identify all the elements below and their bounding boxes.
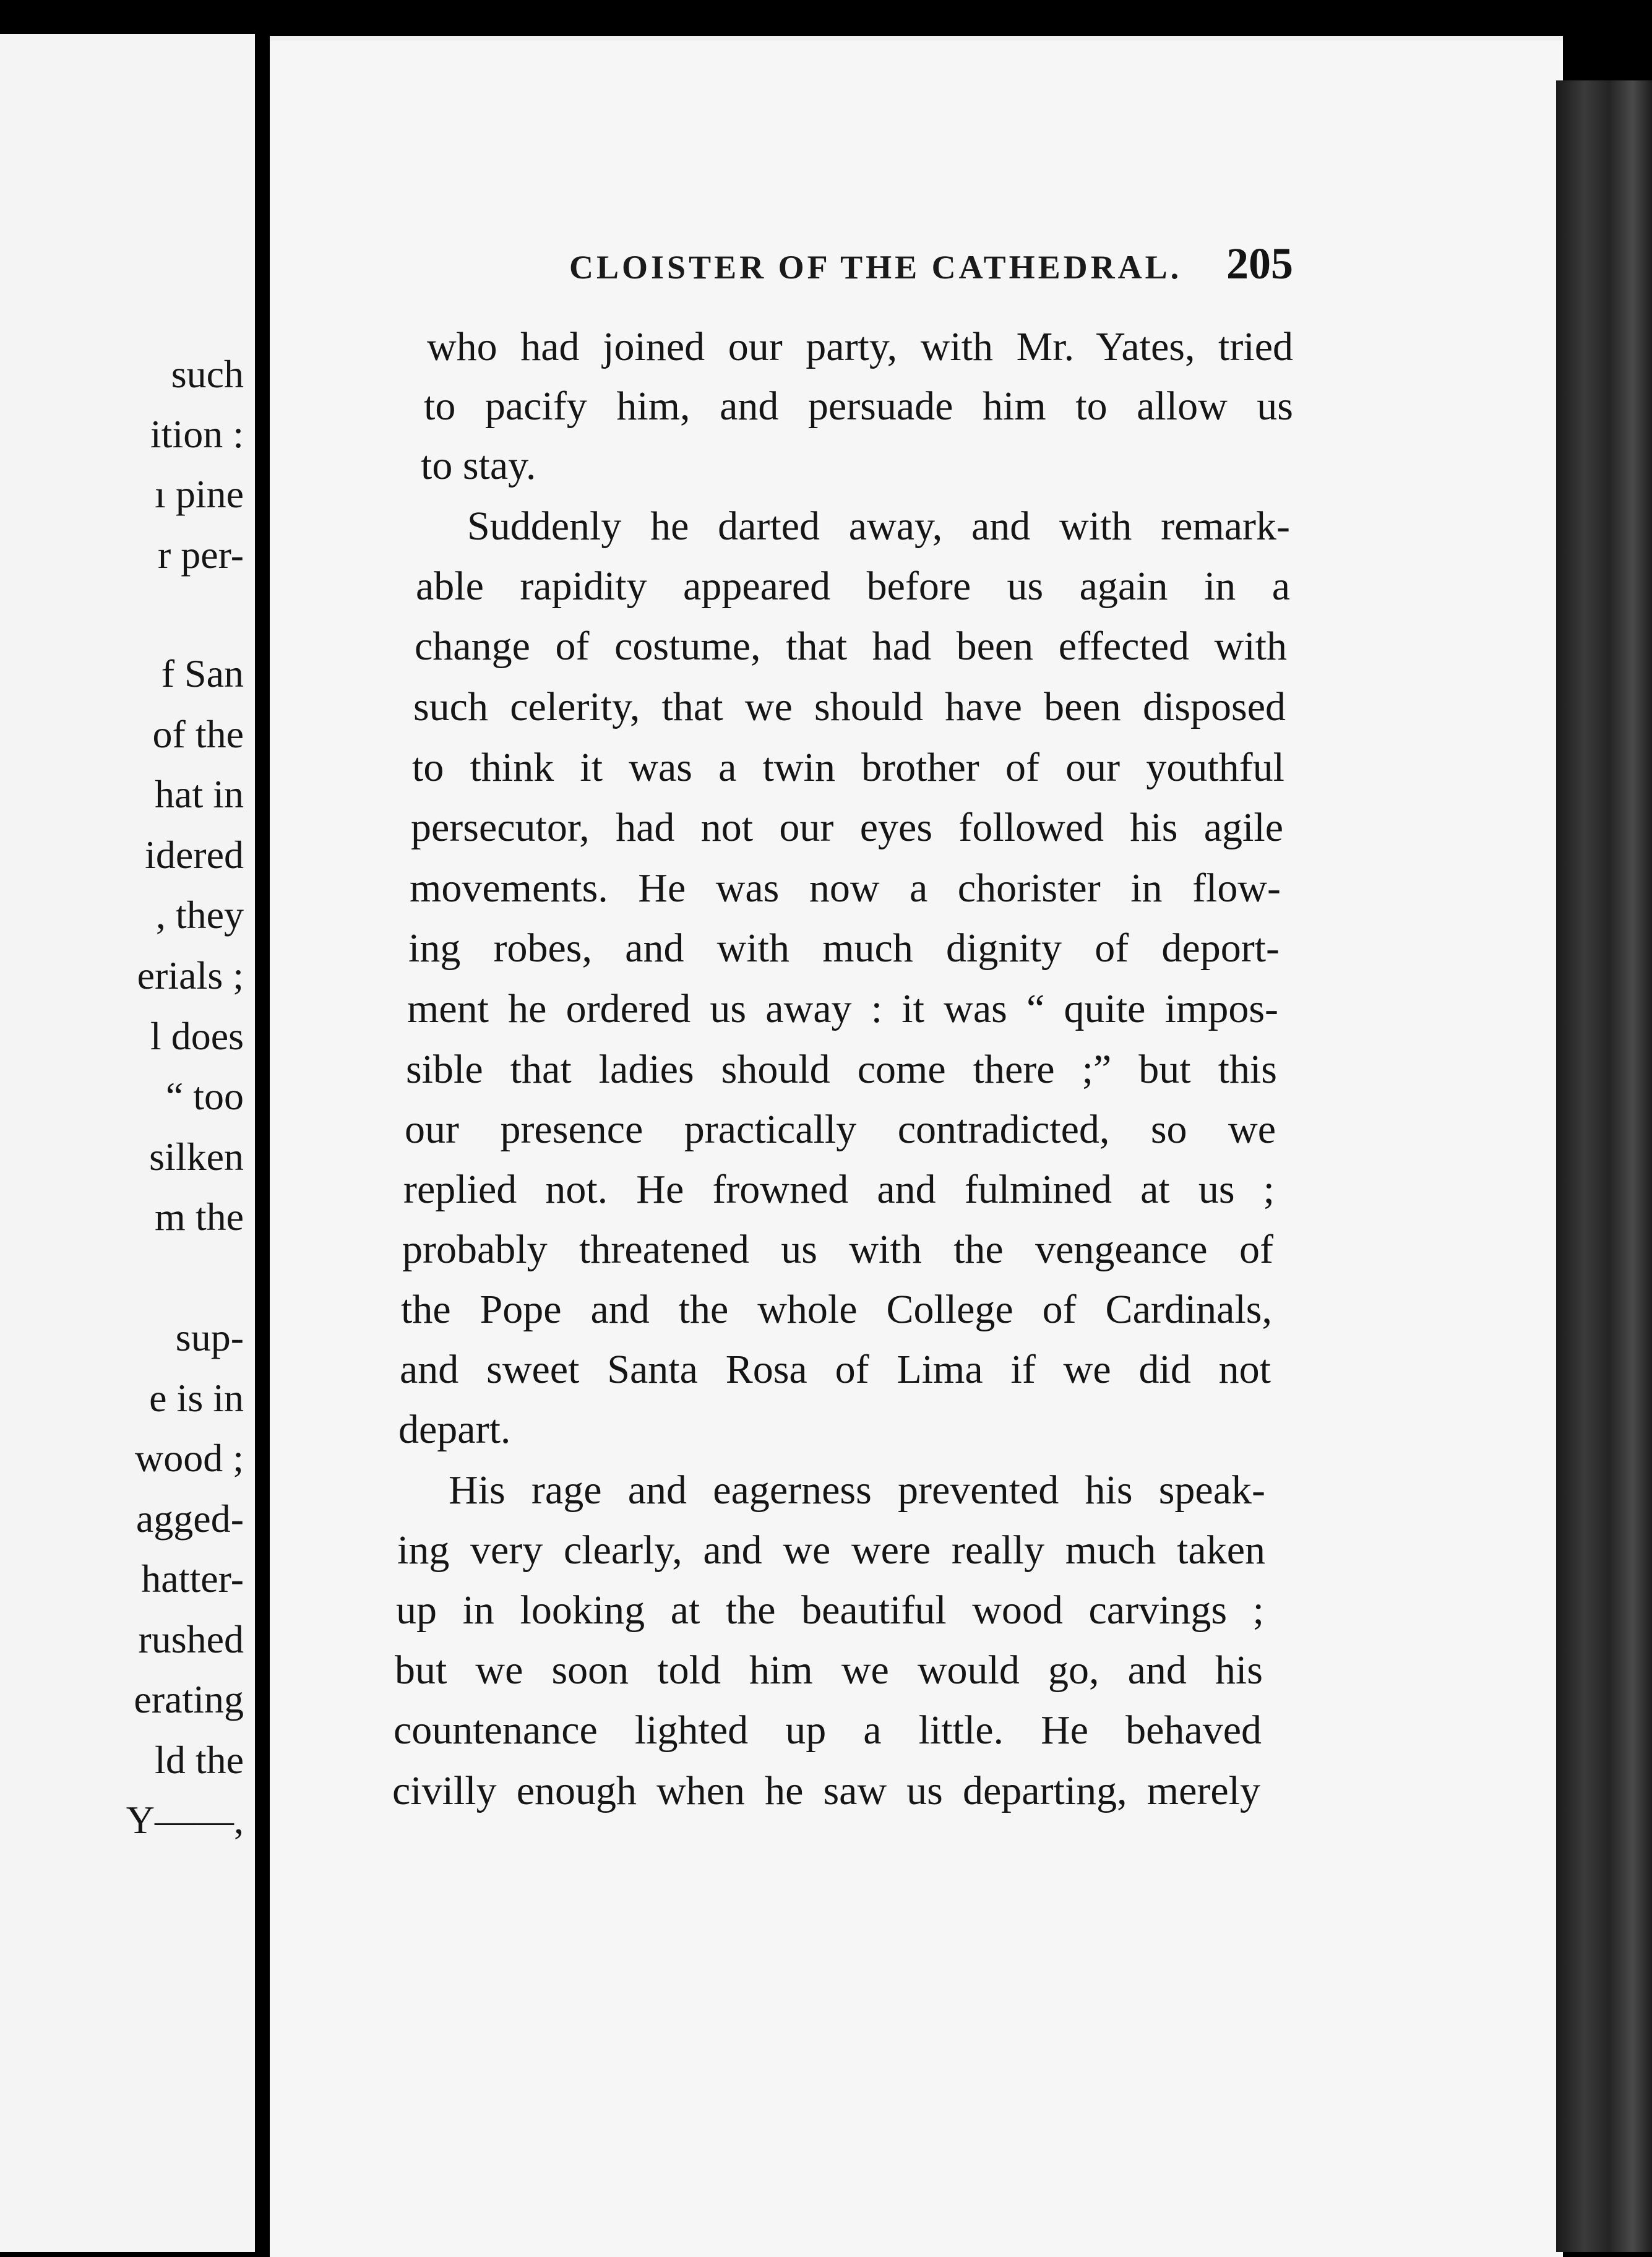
- facing-page-line: “ too: [165, 1074, 244, 1118]
- text-line: who had joined our party, with Mr. Yates, tried: [427, 324, 1293, 369]
- book-gutter: [255, 34, 270, 2252]
- running-head-title: CLOISTER OF THE CATHEDRAL.: [569, 249, 1182, 286]
- text-line: such celerity, that we should have been disposed: [413, 684, 1286, 729]
- facing-page-line: silken: [149, 1135, 244, 1179]
- text-line: ing very clearly, and we were really much taken: [397, 1528, 1265, 1573]
- facing-page-line: sup-: [175, 1315, 244, 1359]
- text-line: to stay.: [421, 443, 536, 488]
- text-line: civilly enough when he saw us departing, merely: [392, 1768, 1260, 1813]
- facing-page-line: f San: [161, 651, 244, 695]
- text-line: persecutor, had not our eyes followed his agile: [411, 805, 1283, 850]
- text-line: to pacify him, and persuade him to allow us: [424, 384, 1293, 429]
- facing-page-line: rushed: [138, 1617, 244, 1661]
- text-line: depart.: [398, 1407, 511, 1452]
- facing-page-line: Y——,: [126, 1798, 244, 1842]
- text-line: movements. He was now a chorister in flow-: [410, 866, 1281, 911]
- text-line: change of costume, that had been effected with: [415, 624, 1287, 669]
- facing-page-line: l does: [150, 1014, 244, 1058]
- text-line: able rapidity appeared before us again in a: [416, 564, 1290, 609]
- text-line: probably threatened us with the vengeance of: [402, 1227, 1273, 1272]
- text-line: countenance lighted up a little. He behaved: [394, 1708, 1262, 1753]
- text-line: ment he ordered us away : it was “ quite impos-: [407, 986, 1278, 1031]
- page-edges: [1556, 80, 1652, 2252]
- facing-page-line: m the: [155, 1195, 244, 1239]
- facing-page-line: of the: [152, 712, 244, 756]
- text-line: and sweet Santa Rosa of Lima if we did not: [400, 1347, 1271, 1392]
- facing-page-line: ition :: [150, 412, 244, 456]
- facing-page-line: agged-: [136, 1497, 244, 1541]
- facing-page-line: wood ;: [135, 1436, 244, 1480]
- text-line: the Pope and the whole College of Cardinals,: [401, 1287, 1272, 1332]
- text-line: ing robes, and with much dignity of deport-: [408, 926, 1280, 971]
- facing-page-line: erating: [134, 1677, 244, 1721]
- text-line: but we soon told him we would go, and his: [395, 1648, 1263, 1693]
- text-line: to think it was a twin brother of our youthful: [412, 745, 1284, 790]
- facing-page-line: ld the: [155, 1738, 244, 1782]
- facing-page-line: , they: [155, 893, 244, 937]
- text-line: His rage and eagerness prevented his speak-: [449, 1468, 1265, 1513]
- page-number: 205: [1226, 239, 1293, 288]
- facing-page-line: such: [171, 352, 244, 396]
- running-header: [569, 238, 1293, 288]
- facing-page: [0, 34, 257, 2252]
- facing-page-line: hat in: [155, 772, 244, 816]
- text-line: Suddenly he darted away, and with remark-: [467, 504, 1290, 549]
- facing-page-line: e is in: [149, 1376, 244, 1420]
- facing-page-line: idered: [145, 833, 244, 877]
- text-line: our presence practically contradicted, so we: [405, 1107, 1276, 1152]
- facing-page-line: hatter-: [141, 1557, 244, 1601]
- facing-page-line: erials ;: [137, 953, 244, 997]
- facing-page-line: ı pine: [155, 472, 244, 516]
- text-line: sible that ladies should come there ;” but this: [406, 1047, 1277, 1092]
- text-line: up in looking at the beautiful wood carvings ;: [396, 1588, 1264, 1633]
- facing-page-line: r per-: [157, 533, 244, 577]
- text-line: replied not. He frowned and fulmined at us ;: [403, 1167, 1275, 1212]
